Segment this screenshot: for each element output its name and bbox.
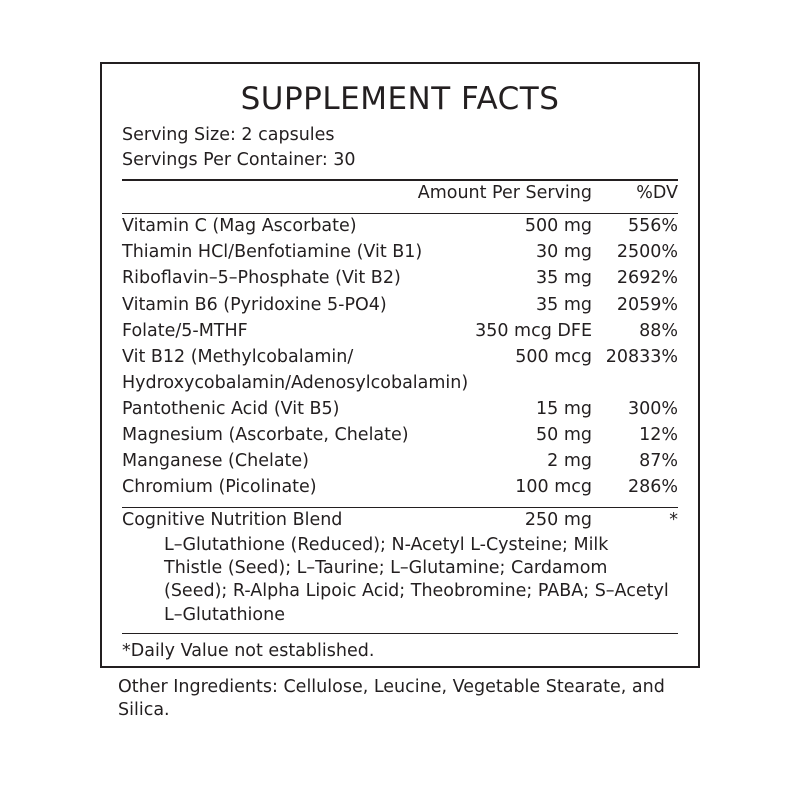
nutrient-amount: 500 mcg <box>515 346 592 367</box>
nutrient-dv: 2692% <box>616 268 678 289</box>
table-row <box>122 292 678 318</box>
page-title: SUPPLEMENT FACTS <box>240 81 560 117</box>
nutrient-name: Thiamin HCl/Benfotiamine (Vit B1) <box>122 242 423 263</box>
table-row <box>122 240 678 266</box>
nutrient-name-cont: Hydroxycobalamin/Adenosylcobalamin) <box>122 372 469 393</box>
nutrient-amount <box>473 370 592 396</box>
nutrient-amount: 100 mcg <box>515 477 592 498</box>
facts-table-wrap <box>102 181 698 207</box>
nutrient-amount: 35 mg <box>536 268 592 289</box>
table-row <box>122 508 678 534</box>
nutrient-dv <box>592 370 678 396</box>
blend-wrap <box>102 508 698 627</box>
table-header-row <box>122 181 678 207</box>
nutrient-amount: 30 mg <box>536 242 592 263</box>
serving-size: Serving Size: 2 capsules <box>122 125 335 145</box>
nutrient-table <box>122 181 678 207</box>
table-row <box>122 370 678 396</box>
supplement-facts-panel <box>100 62 700 668</box>
nutrient-amount: 50 mg <box>536 425 592 446</box>
nutrient-dv: 286% <box>627 477 678 498</box>
nutrient-name: Magnesium (Ascorbate, Chelate) <box>122 425 409 446</box>
nutrient-amount: 500 mg <box>524 216 592 237</box>
nutrient-dv: 2059% <box>616 294 678 315</box>
nutrient-name: Vitamin C (Mag Ascorbate) <box>122 216 357 237</box>
daily-value-footnote: *Daily Value not established. <box>122 640 375 661</box>
other-ingredients: Other Ingredients: Cellulose, Leucine, Vegetable Stearate, and Silica. <box>118 677 665 721</box>
dv-header: %DV <box>636 183 678 204</box>
blend-name: Cognitive Nutrition Blend <box>122 510 343 531</box>
nutrient-rows-table <box>122 214 678 501</box>
serving-info <box>102 123 698 173</box>
nutrient-name: Chromium (Picolinate) <box>122 477 317 498</box>
nutrient-dv: 87% <box>639 451 678 472</box>
table-row <box>122 266 678 292</box>
table-row <box>122 344 678 370</box>
servings-per-container: Servings Per Container: 30 <box>122 149 356 170</box>
table-row <box>122 449 678 475</box>
nutrient-amount: 350 mcg DFE <box>475 320 592 341</box>
nutrient-name: Folate/5-MTHF <box>122 320 248 341</box>
nutrient-name: Manganese (Chelate) <box>122 451 309 472</box>
blend-dv: * <box>669 510 678 531</box>
table-row <box>122 318 678 344</box>
blend-ingredients: L–Glutathione (Reduced); N-Acetyl L-Cysteine; Milk Thistle (Seed); L–Taurine; L–Glutamine; Cardamom (Seed); R-Alpha Lipoic Acid; Theobromine; PABA; S–Acetyl L–Glutathione <box>164 534 669 625</box>
nutrient-name: Vit B12 (Methylcobalamin/ <box>122 346 354 367</box>
table-row <box>122 214 678 240</box>
panel-inner <box>102 81 698 117</box>
blend-table <box>122 508 678 534</box>
nutrient-name: Vitamin B6 (Pyridoxine 5-PO4) <box>122 294 387 315</box>
nutrient-name: Riboflavin–5–Phosphate (Vit B2) <box>122 268 401 289</box>
nutrient-dv: 12% <box>639 425 678 446</box>
nutrient-dv: 300% <box>627 398 678 419</box>
nutrient-amount: 15 mg <box>536 398 592 419</box>
nutrient-name: Pantothenic Acid (Vit B5) <box>122 398 340 419</box>
nutrient-amount: 35 mg <box>536 294 592 315</box>
nutrient-dv: 20833% <box>605 346 678 367</box>
nutrient-dv: 88% <box>639 320 678 341</box>
blend-amount: 250 mg <box>524 510 592 531</box>
table-row <box>122 423 678 449</box>
table-row <box>122 475 678 501</box>
amount-header: Amount Per Serving <box>417 183 592 204</box>
nutrient-amount: 2 mg <box>547 451 592 472</box>
table-row <box>122 396 678 422</box>
nutrient-dv: 2500% <box>616 242 678 263</box>
nutrient-dv: 556% <box>627 216 678 237</box>
nutrient-rows-wrap <box>102 214 698 501</box>
